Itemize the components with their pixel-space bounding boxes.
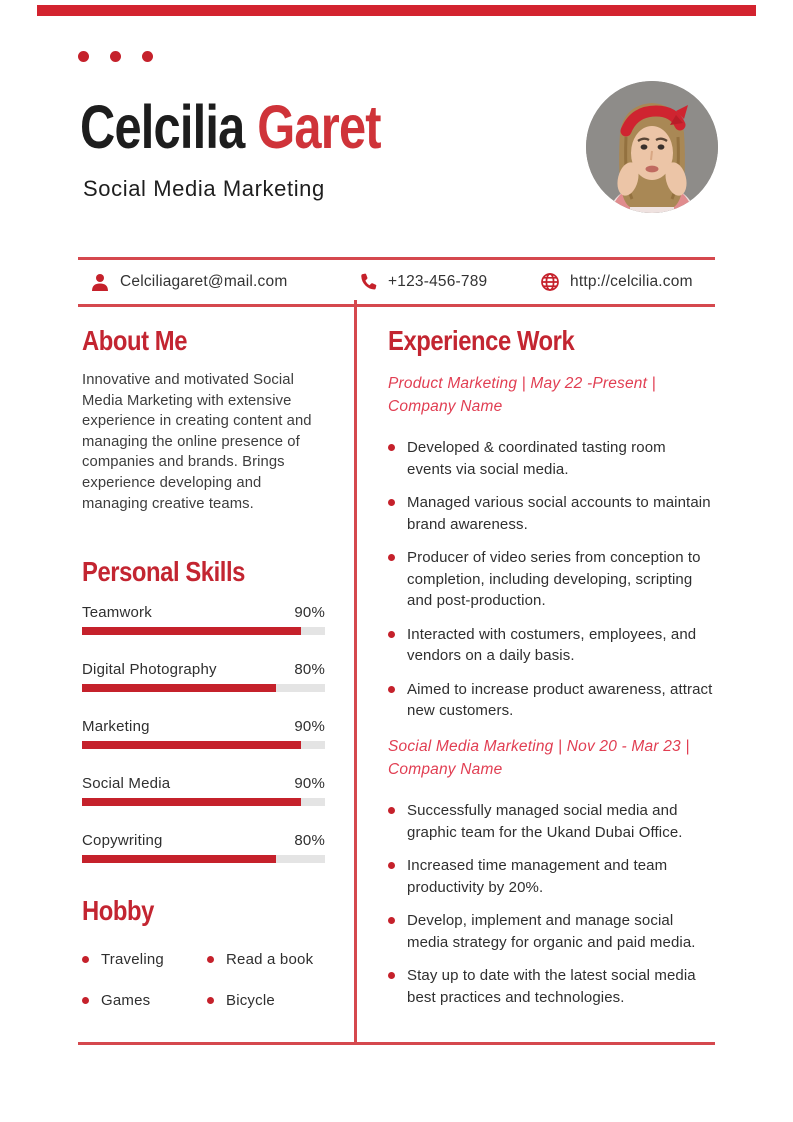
skill-progress-fill [82, 798, 301, 806]
profile-photo [586, 81, 718, 213]
job-bullet-item [388, 965, 714, 1008]
dot-icon [110, 51, 121, 62]
skill-label: Teamwork [82, 604, 152, 621]
contact-website-text: http://celcilia.com [570, 273, 693, 290]
job-bullet-text: Increased time management and team productivity by 20%. [407, 857, 668, 896]
bullet-icon [207, 997, 214, 1004]
phone-icon [358, 272, 378, 292]
skill-progress-fill [82, 684, 276, 692]
bullet-icon [388, 444, 395, 451]
bullet-icon [82, 997, 89, 1004]
skill-progress-fill [82, 741, 301, 749]
hobby-label: Traveling [101, 951, 164, 968]
skill-row [82, 775, 325, 832]
skills-heading: Personal Skills [82, 556, 245, 587]
bullet-icon [207, 956, 214, 963]
skill-progress-track [82, 855, 325, 863]
experience-heading: Experience Work [388, 325, 575, 356]
hobby-list [82, 951, 342, 1033]
bullet-icon [388, 917, 395, 924]
bullet-icon [388, 807, 395, 814]
contact-phone-text: +123-456-789 [388, 273, 488, 290]
experience-job [388, 372, 714, 734]
job-bullet-item [388, 547, 714, 612]
bullet-icon [388, 686, 395, 693]
job-bullet-text: Interacted with costumers, employees, and vendors on a daily basis. [407, 625, 697, 664]
contact-email-text: Celciliagaret@mail.com [120, 273, 288, 290]
column-divider [354, 300, 357, 1043]
skill-row [82, 661, 325, 718]
skill-percent: 80% [294, 661, 325, 678]
hobby-heading: Hobby [82, 895, 154, 926]
skill-row [82, 718, 325, 775]
skill-progress-fill [82, 627, 301, 635]
job-bullet-text: Developed & coordinated tasting room events via social media. [407, 439, 666, 478]
job-bullet-item [388, 800, 714, 843]
dot-icon [142, 51, 153, 62]
skills-list [82, 604, 325, 889]
job-bullet-text: Successfully managed social media and graphic team for the Ukand Dubai Office. [407, 802, 683, 841]
about-text: Innovative and motivated Social Media Marketing with extensive experience in creating content and managing the online presence of companies and brands. Brings experience developing and managing creative teams. [82, 372, 312, 512]
skill-percent: 80% [294, 832, 325, 849]
job-bullet-text: Develop, implement and manage social media strategy for organic and paid media. [407, 912, 696, 951]
job-bullet-text: Stay up to date with the latest social media best practices and technologies. [407, 967, 696, 1006]
skill-progress-track [82, 798, 325, 806]
job-bullet-text: Aimed to increase product awareness, attract new customers. [407, 680, 713, 719]
profile-photo-illustration [586, 81, 718, 213]
bottom-accent-line [78, 1042, 715, 1045]
job-bullet-item [388, 910, 714, 953]
globe-icon [540, 272, 560, 292]
skill-label-row [82, 661, 325, 678]
skill-label: Social Media [82, 775, 171, 792]
skill-row [82, 832, 325, 889]
about-heading: About Me [82, 325, 188, 356]
contact-phone [358, 272, 487, 292]
hobby-item [82, 951, 207, 992]
decorative-dots [78, 51, 153, 62]
bullet-icon [388, 554, 395, 561]
bullet-icon [388, 631, 395, 638]
person-last-name: Garet [257, 93, 381, 161]
person-first-name: Celcilia [80, 93, 245, 161]
left-column [82, 320, 325, 1042]
job-bullet-item [388, 855, 714, 898]
skill-label-row [82, 604, 325, 621]
right-column [388, 320, 714, 1042]
bullet-icon [388, 972, 395, 979]
skill-label-row [82, 775, 325, 792]
skill-label: Marketing [82, 718, 150, 735]
job-bullet-item [388, 624, 714, 667]
skill-progress-track [82, 741, 325, 749]
job-bullet-list [388, 800, 714, 1008]
hobby-item [82, 992, 207, 1033]
top-accent-bar [37, 5, 756, 16]
bullet-icon [388, 499, 395, 506]
job-role-subtitle: Social Media Marketing [83, 176, 325, 201]
job-bullet-item [388, 492, 714, 535]
experience-job [388, 735, 714, 1020]
skill-progress-track [82, 627, 325, 635]
skill-progress-track [82, 684, 325, 692]
skill-percent: 90% [294, 718, 325, 735]
contact-website [540, 272, 693, 292]
job-bullet-text: Producer of video series from conception to completion, including developing, scripting and post-production. [407, 549, 701, 609]
hobby-label: Read a book [226, 951, 314, 968]
person-icon [90, 272, 110, 292]
dot-icon [78, 51, 89, 62]
skill-label: Copywriting [82, 832, 163, 849]
hobby-label: Games [101, 992, 151, 1009]
skill-row [82, 604, 325, 661]
job-title: Product Marketing | May 22 -Present | Company Name [388, 375, 656, 415]
skill-label-row [82, 718, 325, 735]
skill-label-row [82, 832, 325, 849]
skill-progress-fill [82, 855, 276, 863]
bullet-icon [82, 956, 89, 963]
hobby-label: Bicycle [226, 992, 275, 1009]
job-bullet-item [388, 437, 714, 480]
skill-percent: 90% [294, 604, 325, 621]
job-title: Social Media Marketing | Nov 20 - Mar 23 | Company Name [388, 738, 690, 778]
hobby-item [207, 951, 342, 992]
contact-email [90, 272, 287, 292]
skill-label: Digital Photography [82, 661, 217, 678]
job-bullet-list [388, 437, 714, 722]
bullet-icon [388, 862, 395, 869]
job-bullet-item [388, 679, 714, 722]
skill-percent: 90% [294, 775, 325, 792]
person-name [80, 92, 381, 162]
hobby-item [207, 992, 342, 1033]
contact-bar [78, 257, 715, 307]
job-bullet-text: Managed various social accounts to maintain brand awareness. [407, 494, 711, 533]
